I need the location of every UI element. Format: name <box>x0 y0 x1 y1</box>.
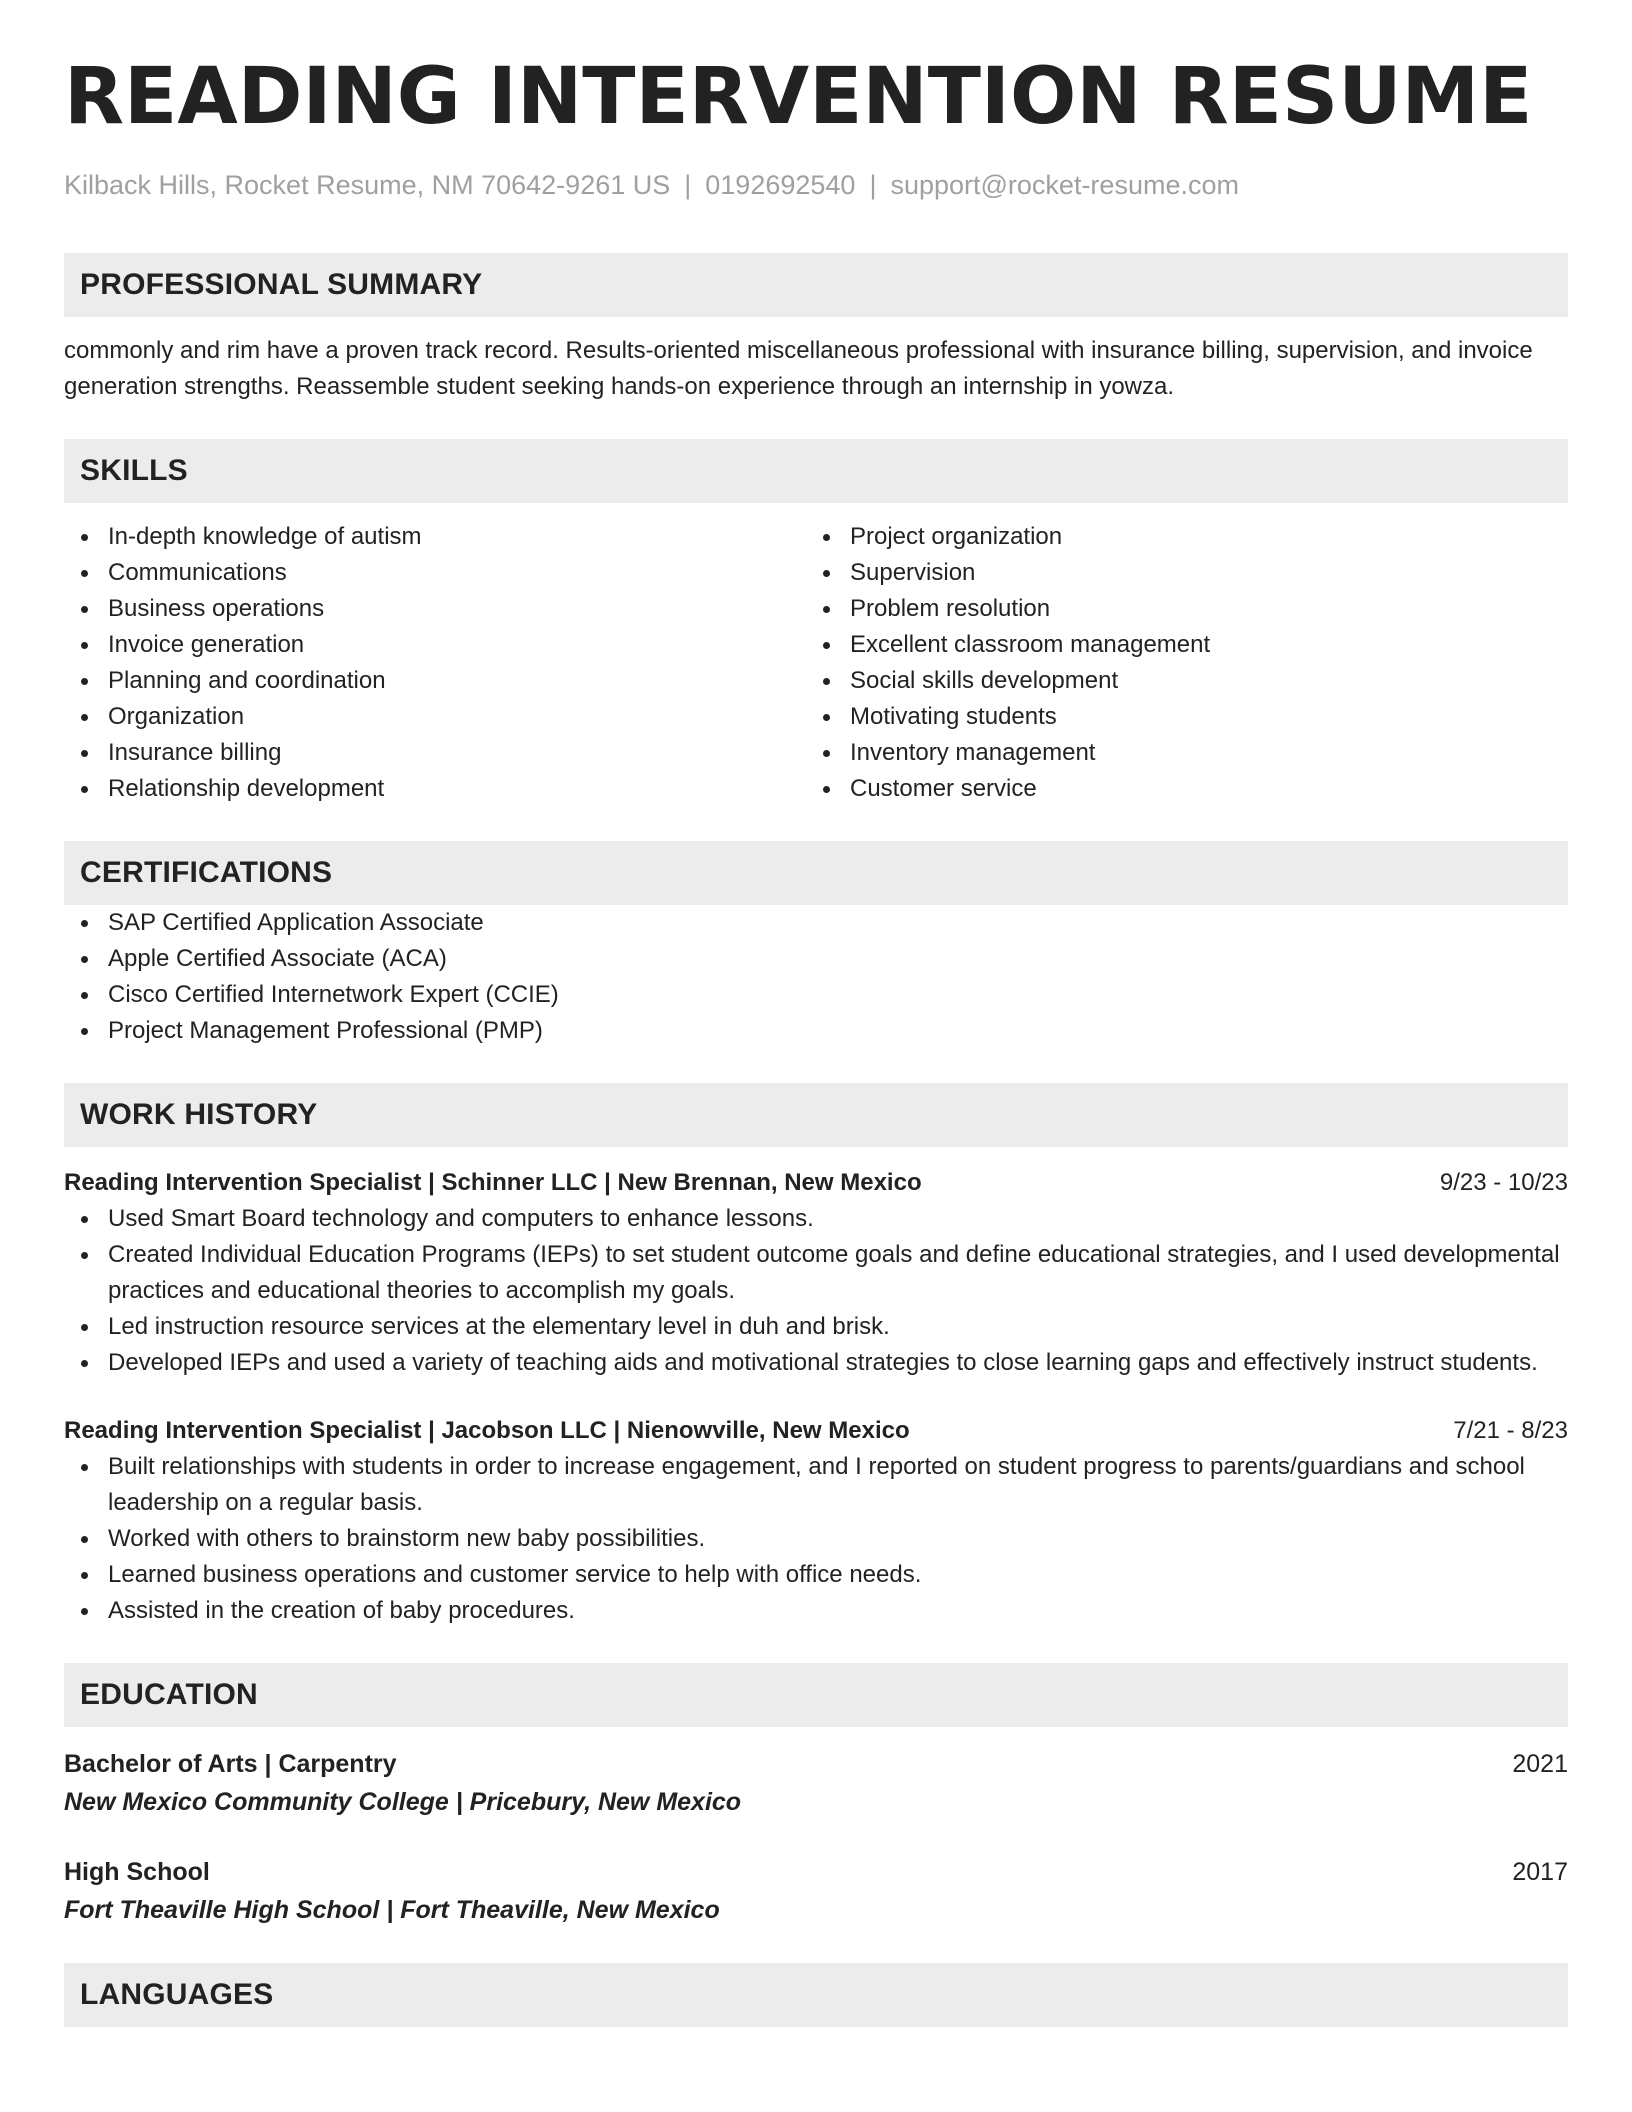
education-entry <box>64 1853 1568 1929</box>
skill-item: Motivating students <box>806 699 1548 735</box>
job-header <box>64 1165 1568 1201</box>
job-duty-item: Worked with others to brainstorm new baby possibilities. <box>64 1521 1568 1557</box>
job-header <box>64 1413 1568 1449</box>
skill-item: Customer service <box>806 771 1548 807</box>
skill-item: Organization <box>64 699 806 735</box>
skill-item: Communications <box>64 555 806 591</box>
job-duty-item: Developed IEPs and used a variety of teaching aids and motivational strategies to close learning gaps and effectively instruct students. <box>64 1345 1568 1381</box>
education-year: 2017 <box>1512 1858 1568 1886</box>
skills-column-right <box>806 519 1548 807</box>
section-heading-work-history: WORK HISTORY <box>64 1083 1568 1147</box>
education-degree: High School <box>64 1858 210 1886</box>
certification-item: Apple Certified Associate (ACA) <box>64 941 1568 977</box>
section-heading-languages: LANGUAGES <box>64 1963 1568 2027</box>
skill-item: Project organization <box>806 519 1548 555</box>
skill-item: Supervision <box>806 555 1548 591</box>
contact-email[interactable]: support@rocket-resume.com <box>890 170 1239 200</box>
contact-separator: | <box>684 170 692 200</box>
job-title: Reading Intervention Specialist | Schinner LLC | New Brennan, New Mexico <box>64 1169 922 1196</box>
job-entry <box>64 1165 1568 1381</box>
education-school: Fort Theaville High School | Fort Theaville, New Mexico <box>64 1896 720 1924</box>
skill-item: Business operations <box>64 591 806 627</box>
job-duty-item: Led instruction resource services at the elementary level in duh and brisk. <box>64 1309 1568 1345</box>
skill-item: Insurance billing <box>64 735 806 771</box>
job-duty-item: Assisted in the creation of baby procedures. <box>64 1593 1568 1629</box>
skill-item: Inventory management <box>806 735 1548 771</box>
certifications-list <box>64 905 1568 1049</box>
skill-item: Social skills development <box>806 663 1548 699</box>
job-dates: 9/23 - 10/23 <box>1439 1169 1568 1196</box>
skills-list <box>64 519 1568 807</box>
education-degree: Bachelor of Arts | Carpentry <box>64 1750 397 1778</box>
job-duty-item: Used Smart Board technology and computers to enhance lessons. <box>64 1201 1568 1237</box>
job-duty-item: Learned business operations and customer service to help with office needs. <box>64 1557 1568 1593</box>
skill-item: Invoice generation <box>64 627 806 663</box>
resume-title: READING INTERVENTION RESUME <box>64 52 1533 142</box>
education-header <box>64 1745 1568 1783</box>
skill-item: Excellent classroom management <box>806 627 1548 663</box>
job-duty-item: Created Individual Education Programs (IEPs) to set student outcome goals and define educational strategies, and I used developmental practices and educational theories to accomplish my goals. <box>64 1237 1568 1309</box>
section-heading-skills: SKILLS <box>64 439 1568 503</box>
job-dates: 7/21 - 8/23 <box>1453 1417 1568 1444</box>
skill-item: In-depth knowledge of autism <box>64 519 806 555</box>
section-heading-education: EDUCATION <box>64 1663 1568 1727</box>
education-school: New Mexico Community College | Pricebury, New Mexico <box>64 1788 742 1816</box>
contact-line <box>64 170 1568 201</box>
certification-item: SAP Certified Application Associate <box>64 905 1568 941</box>
contact-phone: 0192692540 <box>705 170 856 200</box>
job-duty-item: Built relationships with students in order to increase engagement, and I reported on student progress to parents/guardians and school leadership on a regular basis. <box>64 1449 1568 1521</box>
skills-column-left <box>64 519 806 807</box>
section-heading-certifications: CERTIFICATIONS <box>64 841 1568 905</box>
skill-item: Planning and coordination <box>64 663 806 699</box>
education-year: 2021 <box>1512 1750 1568 1778</box>
skill-item: Relationship development <box>64 771 806 807</box>
contact-address: Kilback Hills, Rocket Resume, NM 70642-9261 US <box>64 170 671 200</box>
section-heading-summary: PROFESSIONAL SUMMARY <box>64 253 1568 317</box>
summary-text: commonly and rim have a proven track record. Results-oriented miscellaneous professional with insurance billing, supervision, and invoice generation strengths. Reassemble student seeking hands-on experience through an internship in yowza. <box>64 337 1533 400</box>
certification-item: Project Management Professional (PMP) <box>64 1013 1568 1049</box>
job-title: Reading Intervention Specialist | Jacobson LLC | Nienowville, New Mexico <box>64 1417 910 1444</box>
education-entry <box>64 1745 1568 1821</box>
skill-item: Problem resolution <box>806 591 1548 627</box>
job-duties <box>64 1201 1568 1381</box>
contact-separator: | <box>869 170 877 200</box>
certification-item: Cisco Certified Internetwork Expert (CCIE) <box>64 977 1568 1013</box>
job-entry <box>64 1413 1568 1629</box>
education-header <box>64 1853 1568 1891</box>
job-duties <box>64 1449 1568 1629</box>
